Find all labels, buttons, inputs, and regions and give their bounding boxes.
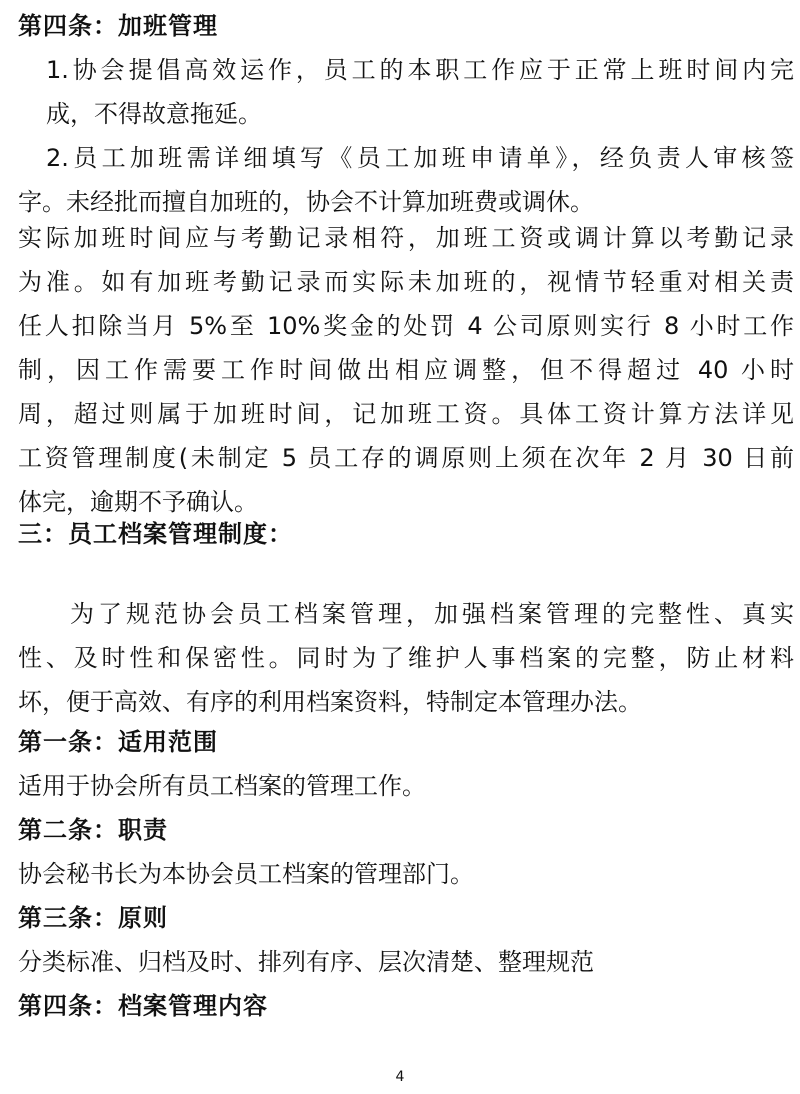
archive-intro-line-3: 坏，便于高效、有序的利用档案资料，特制定本管理办法。	[18, 688, 642, 716]
article-1-text: 适用于协会所有员工档案的管理工作。	[18, 772, 426, 800]
overtime-item-1-line-1: 1.协会提倡高效运作，员工的本职工作应于正常上班时间内完	[46, 56, 794, 84]
article-3-heading: 第三条：原则	[18, 904, 168, 932]
archive-intro-line-1: 为了规范协会员工档案管理，加强档案管理的完整性、真实	[70, 600, 794, 628]
overtime-item-2-line-2: 字。未经批而擅自加班的，协会不计算加班费或调休。	[18, 188, 594, 216]
overtime-paragraph-line-6: 工资管理制度(未制定 5 员工存的调原则上须在次年 2 月 30 日前	[18, 444, 794, 472]
article-1-heading: 第一条：适用范围	[18, 728, 218, 756]
article-2-text: 协会秘书长为本协会员工档案的管理部门。	[18, 860, 474, 888]
overtime-item-2-line-1: 2.员工加班需详细填写《员工加班申请单》，经负责人审核签	[46, 144, 794, 172]
overtime-paragraph-line-5: 周，超过则属于加班时间，记加班工资。具体工资计算方法详见	[18, 400, 794, 428]
part-heading-archive-management: 三：员工档案管理制度：	[18, 520, 293, 548]
overtime-paragraph-line-3: 任人扣除当月 5%至 10%奖金的处罚 4 公司原则实行 8 小时工作	[18, 312, 794, 340]
overtime-paragraph-line-7: 体完，逾期不予确认。	[18, 488, 258, 516]
overtime-paragraph-line-2: 为准。如有加班考勤记录而实际未加班的，视情节轻重对相关责	[18, 268, 794, 296]
article-2-heading: 第二条：职责	[18, 816, 168, 844]
overtime-item-1-line-2: 成，不得故意拖延。	[46, 100, 262, 128]
archive-intro-line-2: 性、及时性和保密性。同时为了维护人事档案的完整，防止材料	[18, 644, 794, 672]
article-4-heading: 第四条：档案管理内容	[18, 992, 268, 1020]
article-3-text: 分类标准、归档及时、排列有序、层次清楚、整理规范	[18, 948, 594, 976]
overtime-paragraph-line-4: 制，因工作需要工作时间做出相应调整，但不得超过 40 小时	[18, 356, 794, 384]
overtime-paragraph-line-1: 实际加班时间应与考勤记录相符，加班工资或调计算以考勤记录	[18, 224, 794, 252]
section-heading-overtime: 第四条：加班管理	[18, 12, 218, 40]
page-number: 4	[395, 1069, 405, 1085]
